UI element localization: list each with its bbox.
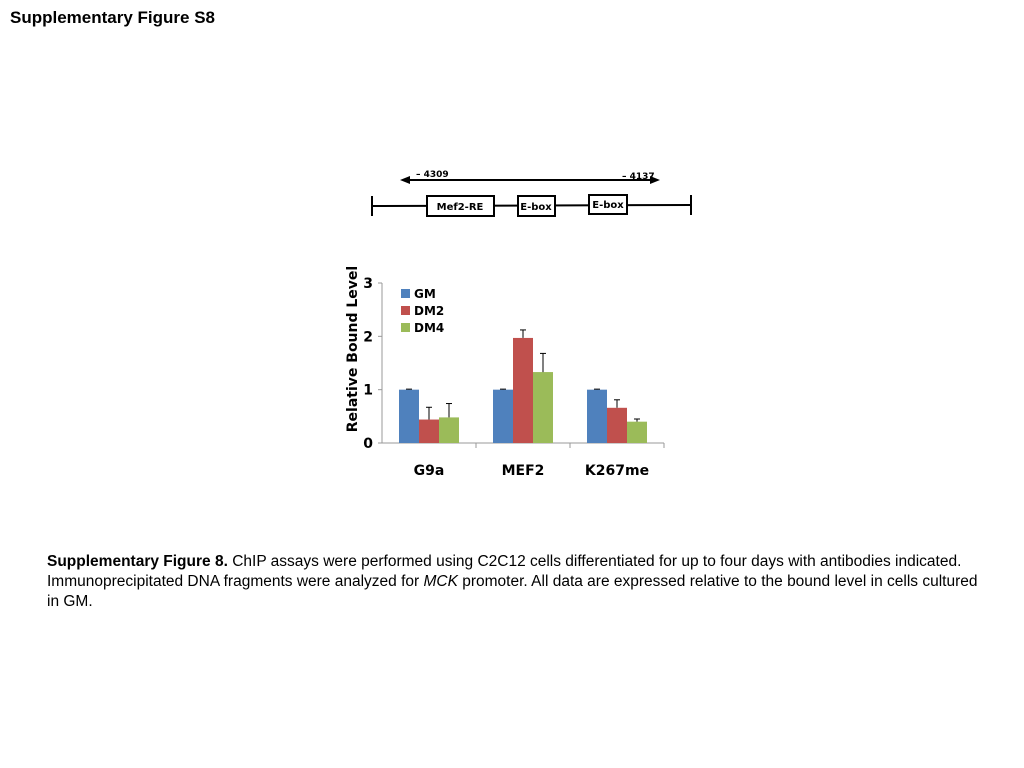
- y-tick-label: 2: [363, 329, 373, 346]
- legend-label-dm2: DM2: [414, 304, 445, 318]
- e-box-1-label: E-box: [520, 202, 552, 213]
- legend-swatch-gm: [401, 289, 410, 298]
- arrow-left-head: [400, 176, 410, 184]
- bar-dm2-mef2: [513, 338, 533, 443]
- bar-dm4-k267me: [627, 422, 647, 443]
- figure-caption: [47, 552, 987, 612]
- y-tick-label: 1: [363, 382, 373, 399]
- x-tick-label: K267me: [584, 463, 650, 479]
- legend-swatch-dm4: [401, 323, 410, 332]
- x-tick-label: MEF2: [501, 463, 545, 479]
- caption-gene-name: MCK: [423, 573, 458, 590]
- region-right-label: – 4137: [622, 172, 655, 182]
- bar-gm-g9a: [399, 390, 419, 443]
- y-axis-label: Relative Bound Level: [345, 265, 361, 433]
- legend-swatch-dm2: [401, 306, 410, 315]
- bar-chart: [330, 265, 690, 495]
- legend-label-gm: GM: [414, 287, 436, 301]
- promoter-diagram: [360, 160, 700, 230]
- caption-lead: Supplementary Figure 8.: [47, 553, 228, 570]
- bar-dm4-g9a: [439, 417, 459, 443]
- page-title: Supplementary Figure S8: [10, 8, 215, 27]
- bar-dm4-mef2: [533, 372, 553, 443]
- y-tick-label: 3: [363, 276, 373, 292]
- bar-dm2-g9a: [419, 420, 439, 443]
- region-left-label: – 4309: [416, 170, 449, 180]
- caption-text-1: ChIP assays were performed using C2C12 cells differentiated for up to four days with antibodies indicated. Immunoprecipitated DNA fragments were analyzed for: [47, 553, 962, 590]
- bar-dm2-k267me: [607, 408, 627, 443]
- caption-text-2: promoter. All data are expressed relative to the bound level in cells cultured in GM.: [47, 573, 978, 610]
- bar-gm-k267me: [587, 390, 607, 443]
- legend-label-dm4: DM4: [414, 321, 445, 335]
- e-box-2-label: E-box: [592, 200, 624, 211]
- y-tick-label: 0: [363, 436, 373, 452]
- bar-gm-mef2: [493, 390, 513, 443]
- x-tick-label: G9a: [413, 463, 445, 479]
- mef2-re-label: Mef2-RE: [436, 202, 484, 213]
